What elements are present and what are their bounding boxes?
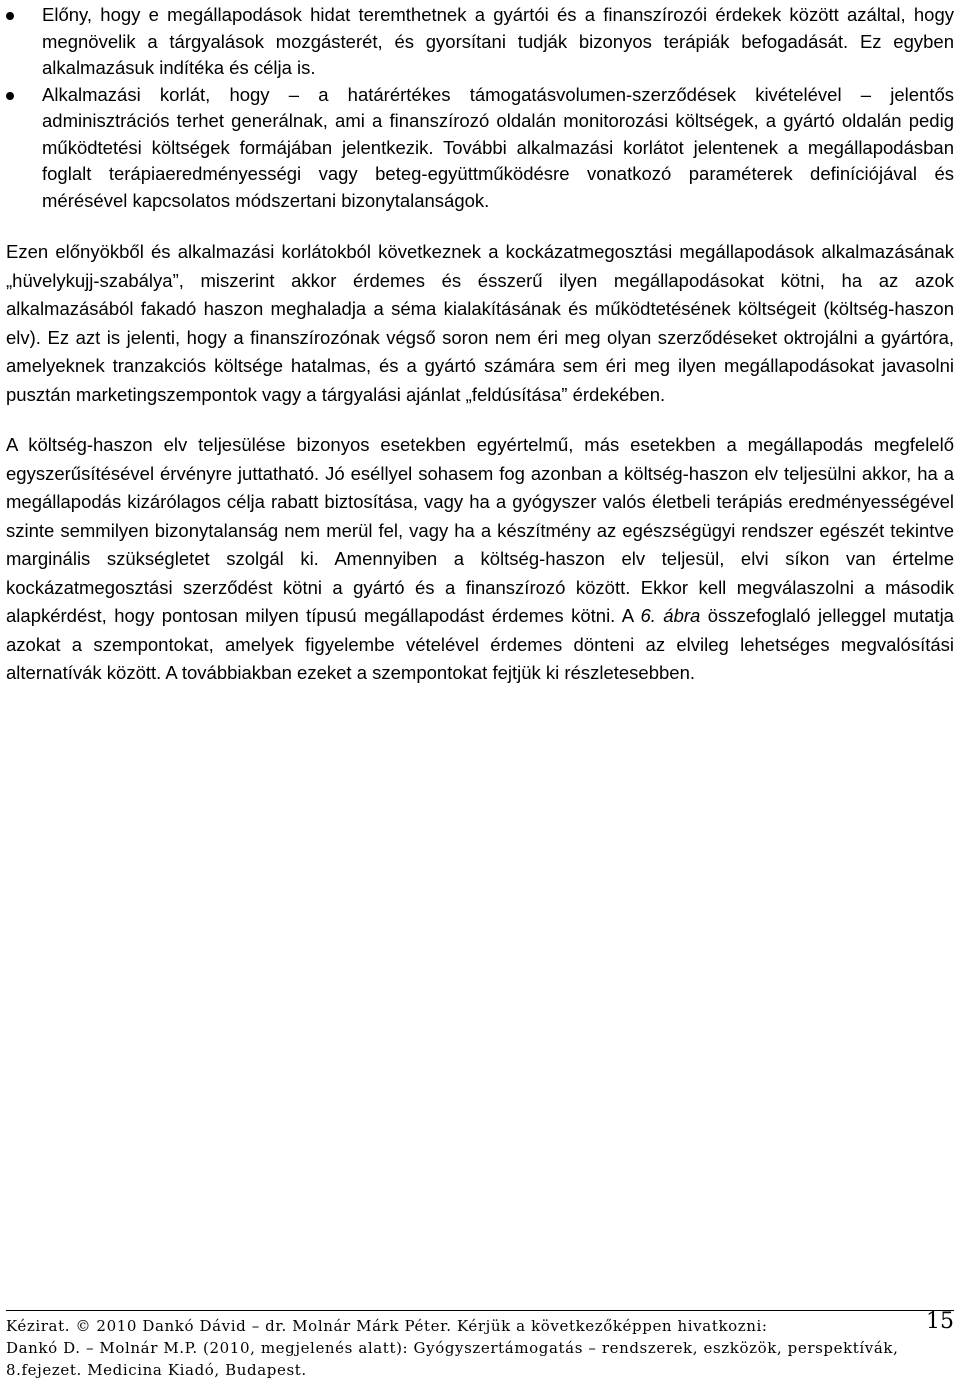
page-footer [6, 1310, 954, 1381]
paragraph-cost-benefit [6, 431, 954, 688]
bullet-icon [6, 92, 14, 100]
page-number: 15 [926, 1309, 954, 1334]
bullet-icon [6, 12, 14, 20]
bullet-text: Alkalmazási korlát, hogy – a határértékes támogatásvolumen-szerződések kivételével – jelentős adminisztrációs terhet generálnak, ami a finanszírozó oldalán monitorozási költségek, a gyártó oldalán pedig működtetési költségek formájában jelentkezik. További alkalmazási korlátot jelentenek a megállapodásban foglalt terápiaeredményességi vagy beteg-együttműködésre vonatkozó paraméterek definíciójával és mérésével kapcsolatos módszertani bizonytalanságok. [42, 83, 954, 211]
bullet-text: Előny, hogy e megállapodások hidat teremthetnek a gyártói és a finanszírozói érdekek között azáltal, hogy megnövelik a tárgyalások mozgásterét, és gyorsítani tudják bizonyos terápiák befogadását. Ez egyben alkalmazásuk indítéka és célja is. [42, 4, 954, 78]
figure-reference: 6. ábra [640, 605, 701, 626]
paragraph-text-before: A költség-haszon elv teljesülése bizonyos esetekben egyértelmű, más esetekben a megállapodás megfelelő egyszerűsítésével érvényre juttatható. Jó eséllyel sohasem fog azonban a költség-haszon elv teljesülni akkor, ha a megállapodás kizárólagos célja rabatt biztosítása, vagy ha a gyógyszer valós életbeli terápiás eredményességével szinte semmilyen bizonytalanság nem merül fel, vagy ha a készítmény az egészségügyi rendszer egészét tekintve marginális szükségletet szolgál ki. Amennyiben a költség-haszon elv teljesül, elvi síkon van értelme kockázatmegosztási szerződést kötni a gyártó és a finanszírozó között. Ekkor kell megválaszolni a második alapkérdést, hogy pontosan milyen típusú megállapodást érdemes kötni. A [6, 434, 954, 626]
bullet-list [6, 2, 954, 214]
paragraph-text-after: összefoglaló jelleggel mutatja azokat a szempontokat, amelyek figyelembe vételével érdemes dönteni az elvileg lehetséges megvalósítási alternatívák között. A továbbiakban ezeket a szempontokat fejtjük ki részletesebben. [6, 605, 954, 683]
document-page [6, 0, 954, 688]
bullet-item-limitation [6, 82, 954, 215]
footer-citation-line: Dankó D. – Molnár M.P. (2010, megjelenés alatt): Gyógyszertámogatás – rendszerek, eszközök, perspektívák, [6, 1339, 899, 1357]
footer-publisher-line: 8.fejezet. Medicina Kiadó, Budapest. [6, 1361, 307, 1379]
footer-copyright-line: Kézirat. © 2010 Dankó Dávid – dr. Molnár Márk Péter. Kérjük a következőképpen hivatkozni: [6, 1317, 768, 1335]
bullet-item-advantage [6, 2, 954, 82]
paragraph-rule-of-thumb: Ezen előnyökből és alkalmazási korlátokból következnek a kockázatmegosztási megállapodások alkalmazásának „hüvelykujj-szabálya”, miszerint akkor érdemes és ésszerű ilyen megállapodásokat kötni, ha az azok alkalmazásából fakadó haszon meghaladja a séma kialakításának és működtetésének költségeit (költség-haszon elv). Ez azt is jelenti, hogy a finanszírozónak végső soron nem éri meg olyan szerződéseket oktrojálni a gyártóra, amelyeknek tranzakciós költsége hatalmas, és a gyártó számára sem éri meg ilyen megállapodásokat javasolni pusztán marketingszempontok vagy a tárgyalási ajánlat „feldúsítása” érdekében. [6, 241, 954, 405]
